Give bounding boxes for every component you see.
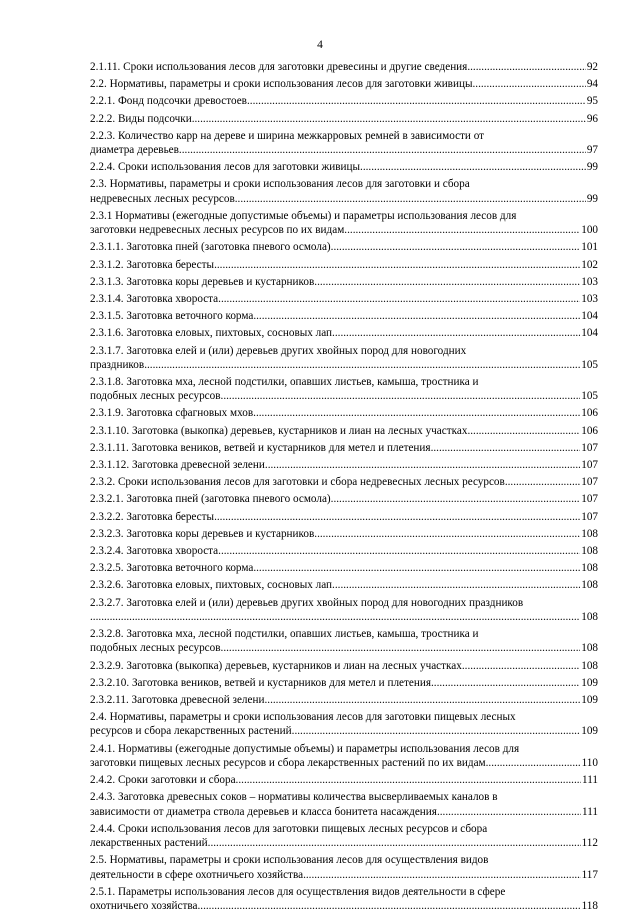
toc-entry[interactable] xyxy=(90,693,598,707)
toc-entry-title: 2.3.2.2. Заготовка бересты xyxy=(90,510,215,523)
toc-entry[interactable] xyxy=(90,676,598,690)
toc-page-number: 99 xyxy=(586,161,598,174)
toc-page-number: 109 xyxy=(581,676,598,689)
toc-entry[interactable] xyxy=(90,177,598,206)
toc-page-number: 109 xyxy=(581,725,598,738)
dot-leader xyxy=(144,358,580,372)
toc-entry-line xyxy=(90,309,598,323)
toc-page-number: 105 xyxy=(581,358,598,371)
dot-leader xyxy=(197,899,580,913)
dot-leader xyxy=(247,94,586,108)
dot-leader xyxy=(253,561,580,575)
toc-entry-title: 2.3.1.10. Заготовка (выкопка) деревьев, кустарников и лиан на лесных участках xyxy=(90,424,468,437)
toc-entry-title-line: 2.5.1. Параметры использования лесов для осуществления видов деятельности в сфере xyxy=(90,885,506,898)
toc-entry[interactable] xyxy=(90,309,598,323)
toc-page-number: 111 xyxy=(582,805,598,818)
toc-entry-line xyxy=(90,60,598,74)
dot-leader xyxy=(486,756,581,770)
toc-page-number: 101 xyxy=(581,241,598,254)
toc-entry[interactable] xyxy=(90,344,598,373)
toc-entry-line xyxy=(90,756,598,770)
toc-entry-title: 2.3.2.6. Заготовка еловых, пихтовых, сосновых лап xyxy=(90,579,333,592)
toc-entry-line xyxy=(90,641,598,655)
toc-entry-title: 2.3.1.1. Заготовка пней (заготовка пневого осмола) xyxy=(90,241,331,254)
toc-entry-title: 2.2.2. Виды подсочки xyxy=(90,112,192,125)
toc-entry-line xyxy=(90,275,598,289)
dot-leader xyxy=(360,160,586,174)
toc-entry-title: 2.3.2.1. Заготовка пней (заготовка пневого осмола) xyxy=(90,493,331,506)
toc-page-number: 105 xyxy=(581,390,598,403)
dot-leader xyxy=(431,676,580,690)
toc-entry-title: заготовки пищевых лесных ресурсов и сбора лекарственных растений по их видам xyxy=(90,756,486,769)
toc-page-number: 92 xyxy=(586,61,598,73)
toc-entry-line xyxy=(90,441,598,455)
page-number: 4 xyxy=(317,39,323,51)
toc-page-number: 108 xyxy=(581,562,598,575)
dot-leader xyxy=(221,389,581,403)
toc-entry-line xyxy=(90,510,598,524)
toc-entry-line xyxy=(90,693,598,707)
toc-entry[interactable] xyxy=(90,94,598,108)
dot-leader xyxy=(331,240,581,254)
toc-entry-title: 2.3.1.3. Заготовка коры деревьев и кустарников xyxy=(90,275,315,288)
toc-page-number: 109 xyxy=(581,693,598,706)
toc-entry-title-line: 2.3.1.8. Заготовка мха, лесной подстилки, опавших листьев, камыша, тростника и xyxy=(90,376,479,388)
toc-page-number: 103 xyxy=(581,292,598,305)
toc-entry-title: диаметра деревьев xyxy=(90,144,179,157)
toc-entry-title: охотничьего хозяйства xyxy=(90,899,198,912)
toc-entry-title: ресурсов и сбора лекарственных растений xyxy=(90,725,292,738)
toc-entry-title: подобных лесных ресурсов xyxy=(90,642,221,655)
toc-entry[interactable] xyxy=(90,129,598,158)
toc-entry[interactable] xyxy=(90,60,598,74)
toc-entry-title: 2.3.1.5. Заготовка веточного корма xyxy=(90,310,254,323)
dot-leader xyxy=(90,610,580,624)
toc-entry-line xyxy=(90,899,598,913)
dot-leader xyxy=(331,492,581,506)
toc-entry[interactable] xyxy=(90,710,598,739)
dot-leader xyxy=(314,275,580,289)
toc-entry[interactable] xyxy=(90,544,598,558)
toc-page-number: 106 xyxy=(581,407,598,420)
toc-entry[interactable] xyxy=(90,853,598,882)
toc-entry-title: 2.3.2. Сроки использования лесов для заготовки и сбора недревесных лесных ресурсов xyxy=(90,476,505,489)
toc-page-number: 107 xyxy=(581,510,598,523)
toc-entry-line xyxy=(90,773,598,787)
toc-page-number: 108 xyxy=(581,544,598,557)
toc-page-number: 102 xyxy=(581,258,598,271)
dot-leader xyxy=(467,424,580,438)
toc-entry-title-line: 2.4.1. Нормативы (ежегодные допустимые объемы) и параметры использования лесов для xyxy=(90,742,520,755)
toc-entry[interactable] xyxy=(90,475,598,489)
toc-entry-title: зависимости от диаметра ствола деревьев и класса бонитета насаждения xyxy=(90,805,437,818)
toc-page-number: 107 xyxy=(581,459,598,472)
toc-entry-title: 2.2.1. Фонд подсочки древостоев xyxy=(90,95,247,108)
dot-leader xyxy=(467,60,586,74)
toc-page-number: 104 xyxy=(581,310,598,323)
toc-page-number: 107 xyxy=(581,476,598,489)
toc-entry[interactable] xyxy=(90,112,598,126)
dot-leader xyxy=(462,659,580,673)
toc-entry-line xyxy=(90,358,598,372)
toc-entry-line xyxy=(90,326,598,340)
toc-entry-title: 2.3.1.9. Заготовка сфагновых мхов xyxy=(90,407,254,420)
toc-entry[interactable] xyxy=(90,375,598,404)
toc-entry-line xyxy=(90,192,598,206)
dot-leader xyxy=(314,527,580,541)
toc-entry[interactable] xyxy=(90,209,598,238)
toc-entry-line xyxy=(90,578,598,592)
toc-entry-title: праздников xyxy=(90,358,145,371)
dot-leader xyxy=(472,77,585,91)
toc-entry[interactable] xyxy=(90,885,598,913)
dot-leader xyxy=(303,868,581,882)
toc-entry-title-line: 2.3.2.8. Заготовка мха, лесной подстилки, опавших листьев, камыша, тростника и xyxy=(90,628,479,641)
toc-entry[interactable] xyxy=(90,441,598,455)
toc-entry-title-line: 2.3.2.7. Заготовка елей и (или) деревьев других хвойных пород для новогодних праздников xyxy=(90,596,524,609)
toc-entry[interactable] xyxy=(90,240,598,254)
toc-page-number: 108 xyxy=(581,527,598,540)
dot-leader xyxy=(214,510,580,524)
toc-entry-title-line: 2.4.3. Заготовка древесных соков – нормативы количества высверливаемых каналов в xyxy=(90,791,498,804)
dot-leader xyxy=(221,641,581,655)
toc-entry-line xyxy=(90,160,598,174)
toc-entry-line xyxy=(90,112,598,126)
toc-entry-line xyxy=(90,805,598,819)
toc-entry-title: 2.2.4. Сроки использования лесов для заготовки живицы xyxy=(90,161,361,174)
toc-entry-title: 2.4.2. Сроки заготовки и сбора xyxy=(90,774,236,787)
toc-entry-title: недревесных лесных ресурсов xyxy=(90,192,235,205)
dot-leader xyxy=(332,578,580,592)
toc-entry-title: 2.1.11. Сроки использования лесов для заготовки древесины и другие сведения xyxy=(90,61,468,73)
toc-page-number: 99 xyxy=(586,192,598,205)
dot-leader xyxy=(344,223,580,237)
toc-entry-title: 2.3.2.3. Заготовка коры деревьев и кустарников xyxy=(90,527,315,540)
dot-leader xyxy=(192,112,586,126)
toc-entry-line xyxy=(90,258,598,272)
toc-page-number: 104 xyxy=(581,327,598,340)
toc-entry-line xyxy=(90,389,598,403)
toc-entry-line xyxy=(90,94,598,108)
toc-page-number: 117 xyxy=(581,868,598,881)
dot-leader xyxy=(292,724,581,738)
toc-page-number: 107 xyxy=(581,441,598,454)
toc-entry[interactable] xyxy=(90,160,598,174)
toc-entry-line xyxy=(90,676,598,690)
toc-entry-line xyxy=(90,561,598,575)
toc-entry[interactable] xyxy=(90,258,598,272)
toc-entry-title: деятельности в сфере охотничьего хозяйства xyxy=(90,868,304,881)
toc-entry-title-line: 2.3.1 Нормативы (ежегодные допустимые объемы) и параметры использования лесов для xyxy=(90,209,517,222)
dot-leader xyxy=(332,326,580,340)
toc-entry[interactable] xyxy=(90,578,598,592)
toc-entry[interactable] xyxy=(90,406,598,420)
toc-entry-title: 2.3.2.4. Заготовка хвороста xyxy=(90,544,219,557)
toc-entry[interactable] xyxy=(90,790,598,819)
toc-entry-line xyxy=(90,544,598,558)
toc-entry-title: 2.3.1.12. Заготовка древесной зелени xyxy=(90,459,265,472)
dot-leader xyxy=(208,836,581,850)
toc-entry-line xyxy=(90,240,598,254)
toc-entry[interactable] xyxy=(90,326,598,340)
toc-entry-line xyxy=(90,406,598,420)
toc-page-number: 96 xyxy=(586,112,598,125)
toc-entry-line xyxy=(90,724,598,738)
toc-entry[interactable] xyxy=(90,773,598,787)
toc-entry-title: 2.3.1.11. Заготовка веников, ветвей и кустарников для метел и плетения xyxy=(90,441,431,454)
toc-entry-title: 2.3.2.5. Заготовка веточного корма xyxy=(90,562,254,575)
toc-page-number: 112 xyxy=(581,837,598,850)
dot-leader xyxy=(218,292,580,306)
dot-leader xyxy=(235,192,586,206)
toc-entry-title-line: 2.5. Нормативы, параметры и сроки использования лесов для осуществления видов xyxy=(90,854,489,867)
toc-entry[interactable] xyxy=(90,424,598,438)
toc-entry-title: 2.3.1.2. Заготовка бересты xyxy=(90,258,215,271)
dot-leader xyxy=(179,143,586,157)
toc-entry-line xyxy=(90,836,598,850)
toc-entry-title: 2.3.1.6. Заготовка еловых, пихтовых, сосновых лап xyxy=(90,327,333,340)
toc-entry-line xyxy=(90,458,598,472)
toc-entry-title: подобных лесных ресурсов xyxy=(90,390,221,403)
toc-page-number: 110 xyxy=(581,756,598,769)
toc-entry[interactable] xyxy=(90,596,598,625)
toc-entry[interactable] xyxy=(90,742,598,771)
toc-entry[interactable] xyxy=(90,275,598,289)
dot-leader xyxy=(265,458,580,472)
toc-entry-title: 2.3.1.4. Заготовка хвороста xyxy=(90,292,219,305)
toc-entry[interactable] xyxy=(90,527,598,541)
dot-leader xyxy=(253,309,580,323)
toc-entry[interactable] xyxy=(90,561,598,575)
toc-entry-title: 2.3.2.9. Заготовка (выкопка) деревьев, кустарников и лиан на лесных участках xyxy=(90,659,462,672)
toc-entry[interactable] xyxy=(90,492,598,506)
dot-leader xyxy=(214,258,580,272)
toc-entry-line xyxy=(90,292,598,306)
dot-leader xyxy=(431,441,581,455)
toc-entry-line xyxy=(90,659,598,673)
dot-leader xyxy=(236,773,582,787)
toc-page-number: 111 xyxy=(582,774,598,787)
toc-page-number: 95 xyxy=(586,95,598,108)
toc-entry-title: 2.2. Нормативы, параметры и сроки использования лесов для заготовки живицы xyxy=(90,78,473,91)
toc-entry[interactable] xyxy=(90,458,598,472)
dot-leader xyxy=(505,475,580,489)
toc-page-number: 118 xyxy=(581,899,598,912)
toc-page-number: 108 xyxy=(581,642,598,655)
toc-entry-title: 2.3.2.11. Заготовка древесной зелени xyxy=(90,693,265,706)
toc-entry-title: лекарственных растений xyxy=(90,837,208,850)
toc-entry-line xyxy=(90,424,598,438)
table-of-contents xyxy=(90,60,598,913)
toc-entry-line xyxy=(90,610,598,624)
toc-entry[interactable] xyxy=(90,292,598,306)
toc-page-number: 106 xyxy=(581,424,598,437)
toc-entry-title-line: 2.2.3. Количество карр на дереве и ширина межкарровых ремней в зависимости от xyxy=(90,129,485,142)
toc-entry-line xyxy=(90,492,598,506)
toc-page-number: 103 xyxy=(581,275,598,288)
toc-entry[interactable] xyxy=(90,659,598,673)
toc-entry-title: заготовки недревесных лесных ресурсов по их видам xyxy=(90,224,345,237)
toc-page-number: 94 xyxy=(586,78,598,91)
dot-leader xyxy=(218,544,580,558)
toc-entry-title-line: 2.3. Нормативы, параметры и сроки использования лесов для заготовки и сбора xyxy=(90,178,470,191)
toc-entry-line xyxy=(90,77,598,91)
toc-page-number: 100 xyxy=(581,224,598,237)
dot-leader xyxy=(253,406,580,420)
toc-entry-line xyxy=(90,223,598,237)
toc-page-number: 108 xyxy=(581,659,598,672)
dot-leader xyxy=(264,693,580,707)
toc-entry-line xyxy=(90,143,598,157)
toc-entry[interactable] xyxy=(90,510,598,524)
toc-page-number: 108 xyxy=(581,610,598,623)
toc-page-number: 108 xyxy=(581,579,598,592)
toc-entry-line xyxy=(90,868,598,882)
toc-entry-title-line: 2.4. Нормативы, параметры и сроки использования лесов для заготовки пищевых лесных xyxy=(90,711,516,724)
toc-entry[interactable] xyxy=(90,822,598,851)
toc-entry-line xyxy=(90,475,598,489)
dot-leader xyxy=(437,805,581,819)
toc-entry[interactable] xyxy=(90,627,598,656)
toc-entry[interactable] xyxy=(90,77,598,91)
toc-entry-title: 2.3.2.10. Заготовка веников, ветвей и кустарников для метел и плетения xyxy=(90,676,431,689)
toc-entry-title-line: 2.4.4. Сроки использования лесов для заготовки пищевых лесных ресурсов и сбора xyxy=(90,822,488,835)
toc-entry-title-line: 2.3.1.7. Заготовка елей и (или) деревьев других хвойных пород для новогодних xyxy=(90,344,467,357)
toc-page-number: 97 xyxy=(586,144,598,157)
toc-page-number: 107 xyxy=(581,493,598,506)
toc-entry-line xyxy=(90,527,598,541)
